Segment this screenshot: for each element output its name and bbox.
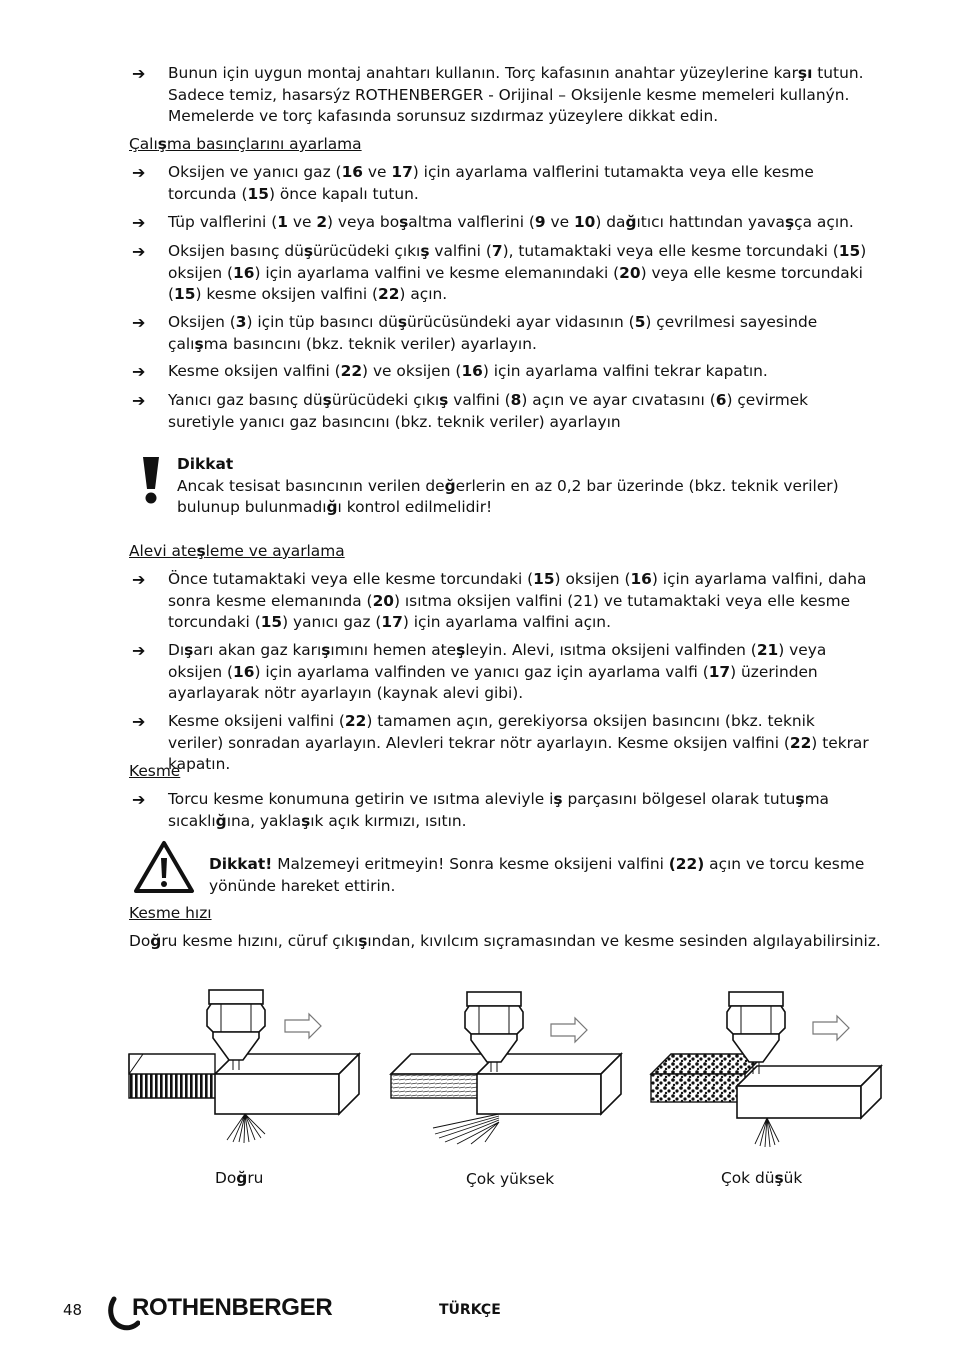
- brand-name: ROTHENBERGER: [132, 1294, 333, 1321]
- instruction-bullet: [132, 640, 872, 705]
- bullet-text: Önce tutamaktaki veya elle kesme torcundaki (15) oksijen (16) için ayarlama valfini, daha sonra kesme elemanında (20) ısıtma oksijen valfini (21) ve tutamaktaki veya elle kesme torcundaki (15) yanıcı gaz (17) için ayarlama valfini açın.: [168, 570, 867, 631]
- bullet-text: Bunun için uygun montaj anahtarı kullanın. Torç kafasının anahtar yüzeylerine karşı tutun. Sadece temiz, hasarsýz ROTHENBERGER - Orijinal – Oksijenle kesme memeleri kullanýn. Memelerde ve torç kafasında sorunsuz sızdırmaz yüzeylere dikkat edin.: [168, 64, 864, 125]
- arrow-icon: ➔: [132, 362, 146, 381]
- figure-too-slow: [651, 992, 881, 1147]
- caption-correct: Doğru: [215, 1169, 264, 1187]
- warning-title: Dikkat: [177, 455, 234, 473]
- instruction-bullet: [132, 711, 872, 776]
- section-heading-cutting: Kesme: [129, 762, 181, 780]
- instruction-bullet: [132, 63, 872, 128]
- caption-too-fast: Çok yüksek: [466, 1170, 555, 1188]
- arrow-icon: ➔: [132, 242, 146, 261]
- instruction-bullet: [132, 212, 872, 234]
- warning-body: Ancak tesisat basıncının verilen değerlerin en az 0,2 bar üzerinde (bkz. teknik veriler) bulunup bulunmadığı kontrol edilmelidir!: [177, 476, 839, 516]
- instruction-bullet: [132, 361, 872, 383]
- bullet-text: Oksijen basınç düşürücüdeki çıkış valfini (7), tutamaktaki veya elle kesme torcundaki (15) oksijen (16) için ayarlama valfini ve kesme elemanındaki (20) veya elle kesme torcundaki (15) kesme oksijen valfini (22) açın.: [168, 242, 867, 303]
- warning-triangle-icon: [133, 840, 195, 894]
- arrow-icon: ➔: [132, 213, 146, 232]
- exclamation-icon: [140, 455, 162, 505]
- arrow-icon: ➔: [132, 313, 146, 332]
- arrow-icon: ➔: [132, 641, 146, 660]
- rothenberger-logo: [106, 1295, 346, 1331]
- caution-ref: (22): [668, 855, 705, 873]
- instruction-bullet: [132, 312, 872, 355]
- bullet-text: Kesme oksijen valfini (22) ve oksijen (16) için ayarlama valfini tekrar kapatın.: [168, 362, 768, 380]
- instruction-bullet: [132, 390, 872, 433]
- cutting-speed-illustrations: [125, 982, 885, 1162]
- bullet-text: Yanıcı gaz basınç düşürücüdeki çıkış valfini (8) açın ve ayar cıvatasını (6) çevirmek suretiyle yanıcı gaz basıncını (bkz. teknik veriler) ayarlayın: [168, 391, 809, 431]
- language-label: TÜRKÇE: [439, 1302, 501, 1318]
- arrow-icon: ➔: [132, 163, 146, 182]
- instruction-bullet: [132, 241, 882, 306]
- bullet-text: Dışarı akan gaz karışımını hemen ateşleyin. Alevi, ısıtma oksijeni valfinden (21) veya oksijen (16) için ayarlama valfinden ve yanıcı gaz için ayarlama valfi (17) üzerinden ayarlayarak nötr ayarlayın (kaynak alevi gibi).: [168, 641, 827, 702]
- bullet-text: Torcu kesme konumuna getirin ve ısıtma aleviyle iş parçasını bölgesel olarak tutuşma sıcaklığına, yaklaşık açık kırmızı, ısıtın.: [168, 790, 829, 830]
- arrow-icon: ➔: [132, 712, 146, 731]
- figure-correct-speed: [129, 990, 359, 1143]
- arrow-icon: ➔: [132, 790, 146, 809]
- caution-text: açın ve torcu kesme yönünde hareket ettirin.: [209, 855, 865, 895]
- caution-note: [209, 854, 879, 897]
- section-heading-cutting-speed: Kesme hızı: [129, 904, 212, 922]
- instruction-bullet: [132, 789, 872, 832]
- instruction-bullet: [132, 569, 872, 634]
- bullet-text: Oksijen (3) için tüp basıncı düşürücüsündeki ayar vidasının (5) çevrilmesi sayesinde çalışma basıncını (bkz. teknik veriler) ayarlayın.: [168, 313, 818, 353]
- caution-title: Dikkat!: [209, 855, 273, 873]
- section-heading-working-pressure: Çalışma basınçlarını ayarlama: [129, 135, 362, 153]
- arrow-icon: ➔: [132, 570, 146, 589]
- bullet-text: Oksijen ve yanıcı gaz (16 ve 17) için ayarlama valflerini tutamakta veya elle kesme torcunda (15) önce kapalı tutun.: [168, 163, 814, 203]
- bullet-text: Tüp valflerini (1 ve 2) veya boşaltma valflerini (9 ve 10) dağıtıcı hattından yavaşça açın.: [168, 213, 854, 231]
- cutting-speed-text: Doğru kesme hızını, cüruf çıkışından, kıvılcım sıçramasından ve kesme sesinden algılayabilirsiniz.: [129, 932, 881, 950]
- arrow-icon: ➔: [132, 391, 146, 410]
- instruction-bullet: [132, 162, 872, 205]
- section-heading-ignition: Alevi ateşleme ve ayarlama: [129, 542, 345, 560]
- bullet-text: Kesme oksijeni valfini (22) tamamen açın, gerekiyorsa oksijen basıncını (bkz. teknik veriler) sonradan ayarlayın. Alevleri tekrar nötr ayarlayın. Kesme oksijen valfini (22) tekrar kapatın.: [168, 712, 869, 773]
- caption-too-slow: Çok düşük: [721, 1169, 803, 1187]
- caution-text: Malzemeyi eritmeyin! Sonra kesme oksijeni valfini: [272, 855, 669, 873]
- warning-note: [177, 454, 867, 519]
- arrow-icon: ➔: [132, 64, 146, 83]
- page-number: 48: [63, 1301, 83, 1319]
- figure-too-fast: [391, 992, 621, 1144]
